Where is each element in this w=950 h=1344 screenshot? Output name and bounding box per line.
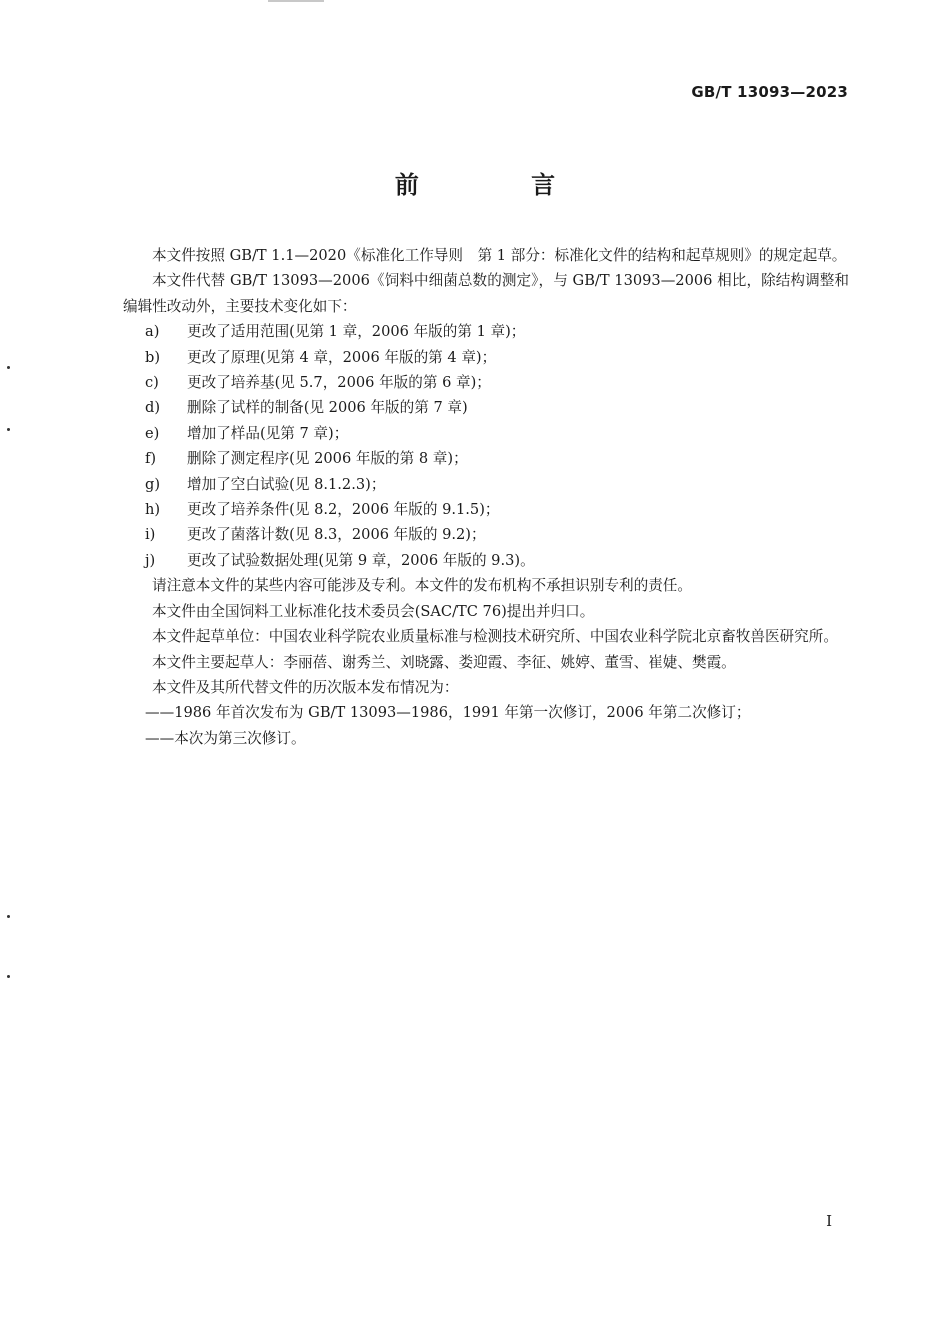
list-item: [123, 370, 849, 395]
foreword-body: [123, 243, 849, 751]
standard-code: GB/T 13093—2023: [691, 83, 848, 101]
paragraph-drafting-units: 本文件起草单位：中国农业科学院农业质量标准与检测技术研究所、中国农业科学院北京畜牧兽医研究所。: [152, 628, 838, 646]
list-item: [123, 446, 849, 471]
paragraph-history-intro: 本文件及其所代替文件的历次版本发布情况为：: [152, 678, 459, 696]
list-text: 更改了培养基(见 5.7，2006 年版的第 6 章)；: [187, 374, 491, 392]
scan-artifact-top: [268, 0, 324, 2]
list-marker: d): [145, 399, 161, 417]
list-item: [123, 345, 849, 370]
list-text: 更改了原理(见第 4 章，2006 年版的第 4 章)；: [187, 348, 497, 366]
page-title: 前 言: [394, 171, 608, 199]
list-marker: j): [145, 551, 156, 569]
list-text: 增加了空白试验(见 8.1.2.3)；: [187, 475, 386, 493]
paragraph-proposer: 本文件由全国饲料工业标准化技术委员会(SAC/TC 76)提出并归口。: [152, 602, 595, 620]
scan-dot: [7, 915, 10, 918]
scan-dot: [7, 975, 10, 978]
list-item: [123, 497, 849, 522]
list-item: [123, 421, 849, 446]
list-marker: e): [145, 424, 160, 442]
paragraph-drafters: 本文件主要起草人：李丽蓓、谢秀兰、刘晓露、娄迎霞、李征、姚婷、董雪、崔婕、樊霞。: [152, 653, 736, 671]
list-marker: i): [145, 526, 156, 544]
page-number: I: [826, 1212, 832, 1230]
list-text: 删除了试样的制备(见 2006 年版的第 7 章): [187, 399, 468, 417]
history-item: ——本次为第三次修订。: [145, 729, 306, 747]
list-item: [123, 395, 849, 420]
changes-list: [123, 319, 849, 573]
list-marker: c): [145, 374, 159, 392]
list-item: [123, 472, 849, 497]
list-marker: a): [145, 323, 160, 341]
list-text: 更改了菌落计数(见 8.3，2006 年版的 9.2)；: [187, 526, 486, 544]
scan-dot: [7, 428, 10, 431]
list-item: [123, 319, 849, 344]
paragraph-drafting-rules: 本文件按照 GB/T 1.1—2020《标准化工作导则 第 1 部分：标准化文件的结构和起草规则》的规定起草。: [152, 247, 847, 264]
list-item: [123, 548, 849, 573]
list-text: 更改了适用范围(见第 1 章，2006 年版的第 1 章)；: [187, 323, 526, 341]
list-text: 删除了测定程序(见 2006 年版的第 8 章)；: [187, 450, 468, 468]
paragraph-patent-notice: 请注意本文件的某些内容可能涉及专利。本文件的发布机构不承担识别专利的责任。: [152, 577, 692, 595]
list-item: [123, 522, 849, 547]
list-marker: h): [145, 501, 161, 519]
list-marker: b): [145, 348, 161, 366]
list-text: 更改了试验数据处理(见第 9 章，2006 年版的 9.3)。: [187, 551, 535, 569]
paragraph-replacement: 本文件代替 GB/T 13093—2006《饲料中细菌总数的测定》，与 GB/T 13093—2006 相比，除结构调整和编辑性改动外，主要技术变化如下：: [123, 272, 849, 315]
list-marker: f): [145, 450, 157, 468]
list-marker: g): [145, 475, 161, 493]
list-text: 增加了样品(见第 7 章)；: [187, 424, 349, 442]
history-item: ——1986 年首次发布为 GB/T 13093—1986，1991 年第一次修订，2006 年第二次修订；: [145, 704, 751, 722]
scan-dot: [7, 366, 10, 369]
list-text: 更改了培养条件(见 8.2，2006 年版的 9.1.5)；: [187, 501, 500, 519]
